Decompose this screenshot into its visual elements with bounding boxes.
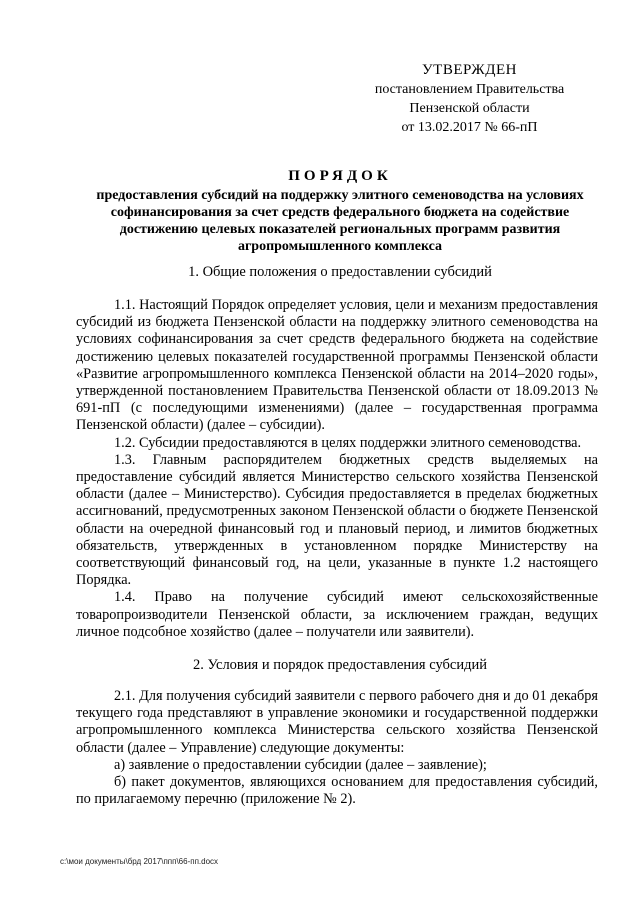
section-2-body [76, 688, 598, 808]
paragraph-1-2: 1.2. Субсидии предоставляются в целях поддержки элитного семеноводства. [114, 434, 582, 451]
paragraph-1-3: 1.3. Главным распорядителем бюджетных средств выделяемых на предоставление субсидий является Министерство сельского хозяйства Пензенской области (далее – Министерство). Субсидия предоставляется в пределах бюджетных ассигнований, предусмотренных законом Пензенской области о бюджете Пензенской области на очередной финансовый год и плановый период, и лимитов бюджетных обязательств, утвержденных в установленном порядке Министерству на соответствующий финансовый год, на цели, указанные в пункте 1.2 настоящего Порядка. [76, 451, 598, 589]
section-1-body [76, 297, 598, 641]
section-1-title: 1. Общие положения о предоставлении субсидий [188, 264, 492, 280]
document-subtitle: предоставления субсидий на поддержку элитного семеноводства на условиях софинансирования за счет средств федерального бюджета на содействие достижению целевых показателей региональных программ развития агропромышленного комплекса [96, 188, 584, 254]
footer-file-path: c:\мои документы\брд 2017\ппп\66-пп.docx [60, 857, 219, 866]
approval-title: УТВЕРЖДЕН [422, 62, 517, 78]
paragraph-2-1-b: б) пакет документов, являющихся основанием для предоставления субсидий, по прилагаемому перечню (приложение № 2). [76, 774, 598, 808]
paragraph-2-1: 2.1. Для получения субсидий заявители с первого рабочего дня и до 01 декабря текущего года представляют в управление экономики и государственной поддержки агропромышленного комплекса Министерства сельского хозяйства Пензенской области (далее – Управление) следующие документы: [76, 688, 598, 756]
document-heading [80, 166, 600, 255]
section-2-title: 2. Условия и порядок предоставления субсидий [192, 657, 487, 673]
approval-stamp [362, 61, 577, 137]
approval-line-3: от 13.02.2017 № 66-пП [401, 120, 538, 135]
document-title: ПОРЯДОК [288, 168, 392, 184]
paragraph-1-1: 1.1. Настоящий Порядок определяет условия, цели и механизм предоставления субсидий из бюджета Пензенской области на поддержку элитного семеноводства на условиях софинансирования за счет средств федерального бюджета на содействие достижению целевых показателей государственной программы Пензенской области «Развитие агропромышленного комплекса Пензенской области на 2014–2020 годы», утвержденной постановлением Правительства Пензенской области от 18.09.2013 № 691-пП (с последующими изменениями) (далее – государственная программа Пензенской области) (далее – субсидии). [76, 297, 598, 434]
paragraph-1-4: 1.4. Право на получение субсидий имеют сельскохозяйственные товаропроизводители Пензенской области, за исключением граждан, ведущих личное подсобное хозяйство (далее – получатели или заявители). [76, 589, 598, 640]
paragraph-2-1-a: а) заявление о предоставлении субсидии (далее – заявление); [114, 756, 487, 773]
approval-line-2: Пензенской области [409, 101, 530, 116]
approval-line-1: постановлением Правительства [374, 82, 565, 97]
